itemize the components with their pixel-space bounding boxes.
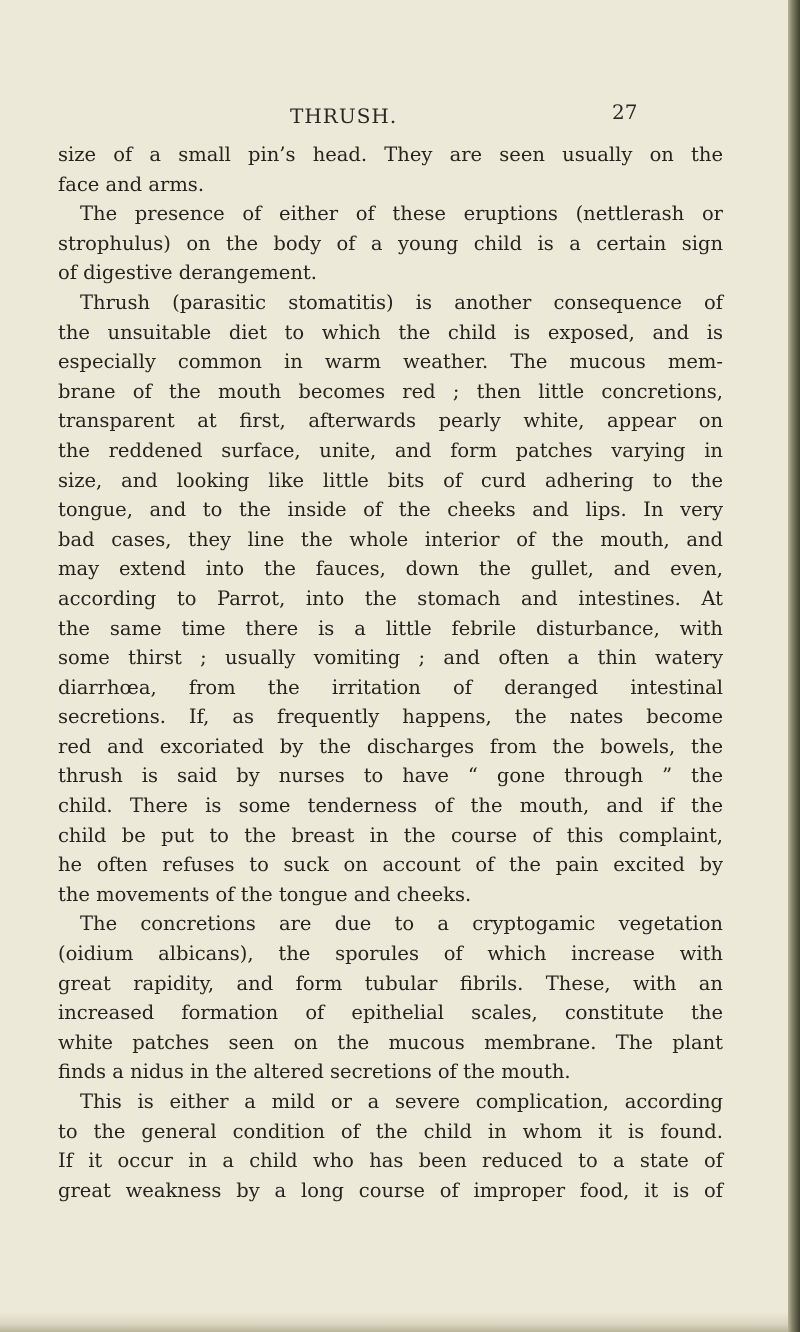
page-number: 27 xyxy=(612,100,638,124)
text-line: If it occur in a child who has been reduced to a state of xyxy=(58,1149,723,1173)
text-line: great weakness by a long course of improper food, it is of xyxy=(58,1178,723,1202)
text-line: child. There is some tenderness of the mouth, and if the xyxy=(58,794,723,818)
page-header xyxy=(0,100,788,134)
text-line: according to Parrot, into the stomach and intestines. At xyxy=(58,586,723,610)
text-line: especially common in warm weather. The mucous mem- xyxy=(58,350,723,374)
book-gutter xyxy=(788,0,800,1332)
text-line: great rapidity, and form tubular fibrils. These, with an xyxy=(58,971,723,995)
text-line: strophulus) on the body of a young child is a certain sign xyxy=(58,231,723,255)
text-line: secretions. If, as frequently happens, the nates become xyxy=(58,705,723,729)
running-title: THRUSH. xyxy=(290,104,398,128)
text-line: child be put to the breast in the course of this complaint, xyxy=(58,823,723,847)
text-line: he often refuses to suck on account of the pain excited by xyxy=(58,853,723,877)
text-line: (oidium albicans), the sporules of which increase with xyxy=(58,942,723,966)
page-bottom-edge xyxy=(0,1312,788,1332)
text-line: of digestive derangement. xyxy=(58,261,317,285)
text-line: size of a small pin’s head. They are seen usually on the xyxy=(58,143,723,166)
text-line: This is either a mild or a severe complication, according xyxy=(80,1090,723,1113)
text-line: the reddened surface, unite, and form patches varying in xyxy=(58,438,723,462)
text-line: transparent at first, afterwards pearly white, appear on xyxy=(58,409,723,433)
text-line: the movements of the tongue and cheeks. xyxy=(58,882,472,906)
text-line: white patches seen on the mucous membrane. The plant xyxy=(58,1030,723,1054)
text-line: The presence of either of these eruptions (nettlerash or xyxy=(80,202,723,226)
text-line: the unsuitable diet to which the child is exposed, and is xyxy=(58,320,723,344)
text-line: face and arms. xyxy=(58,172,205,196)
text-line: size, and looking like little bits of curd adhering to the xyxy=(58,468,723,492)
text-line: the same time there is a little febrile disturbance, with xyxy=(58,616,723,640)
text-line: to the general condition of the child in whom it is found. xyxy=(58,1119,723,1143)
text-line: bad cases, they line the whole interior of the mouth, and xyxy=(58,527,723,551)
text-line: Thrush (parasitic stomatitis) is another consequence of xyxy=(80,290,723,314)
text-line: increased formation of epithelial scales, constitute the xyxy=(58,1001,723,1025)
text-line: may extend into the fauces, down the gullet, and even, xyxy=(58,557,723,581)
text-line: tongue, and to the inside of the cheeks and lips. In very xyxy=(58,498,723,522)
text-line: diarrhœa, from the irritation of deranged intestinal xyxy=(58,675,723,699)
text-line: red and excoriated by the discharges from the bowels, the xyxy=(58,734,723,758)
text-line: finds a nidus in the altered secretions of the mouth. xyxy=(58,1060,571,1084)
text-line: The concretions are due to a cryptogamic vegetation xyxy=(80,912,723,936)
text-line: thrush is said by nurses to have “ gone through ” the xyxy=(58,764,723,788)
text-line: brane of the mouth becomes red ; then little concretions, xyxy=(58,379,723,403)
body-text xyxy=(58,140,723,1205)
text-line: some thirst ; usually vomiting ; and often a thin watery xyxy=(58,646,723,670)
